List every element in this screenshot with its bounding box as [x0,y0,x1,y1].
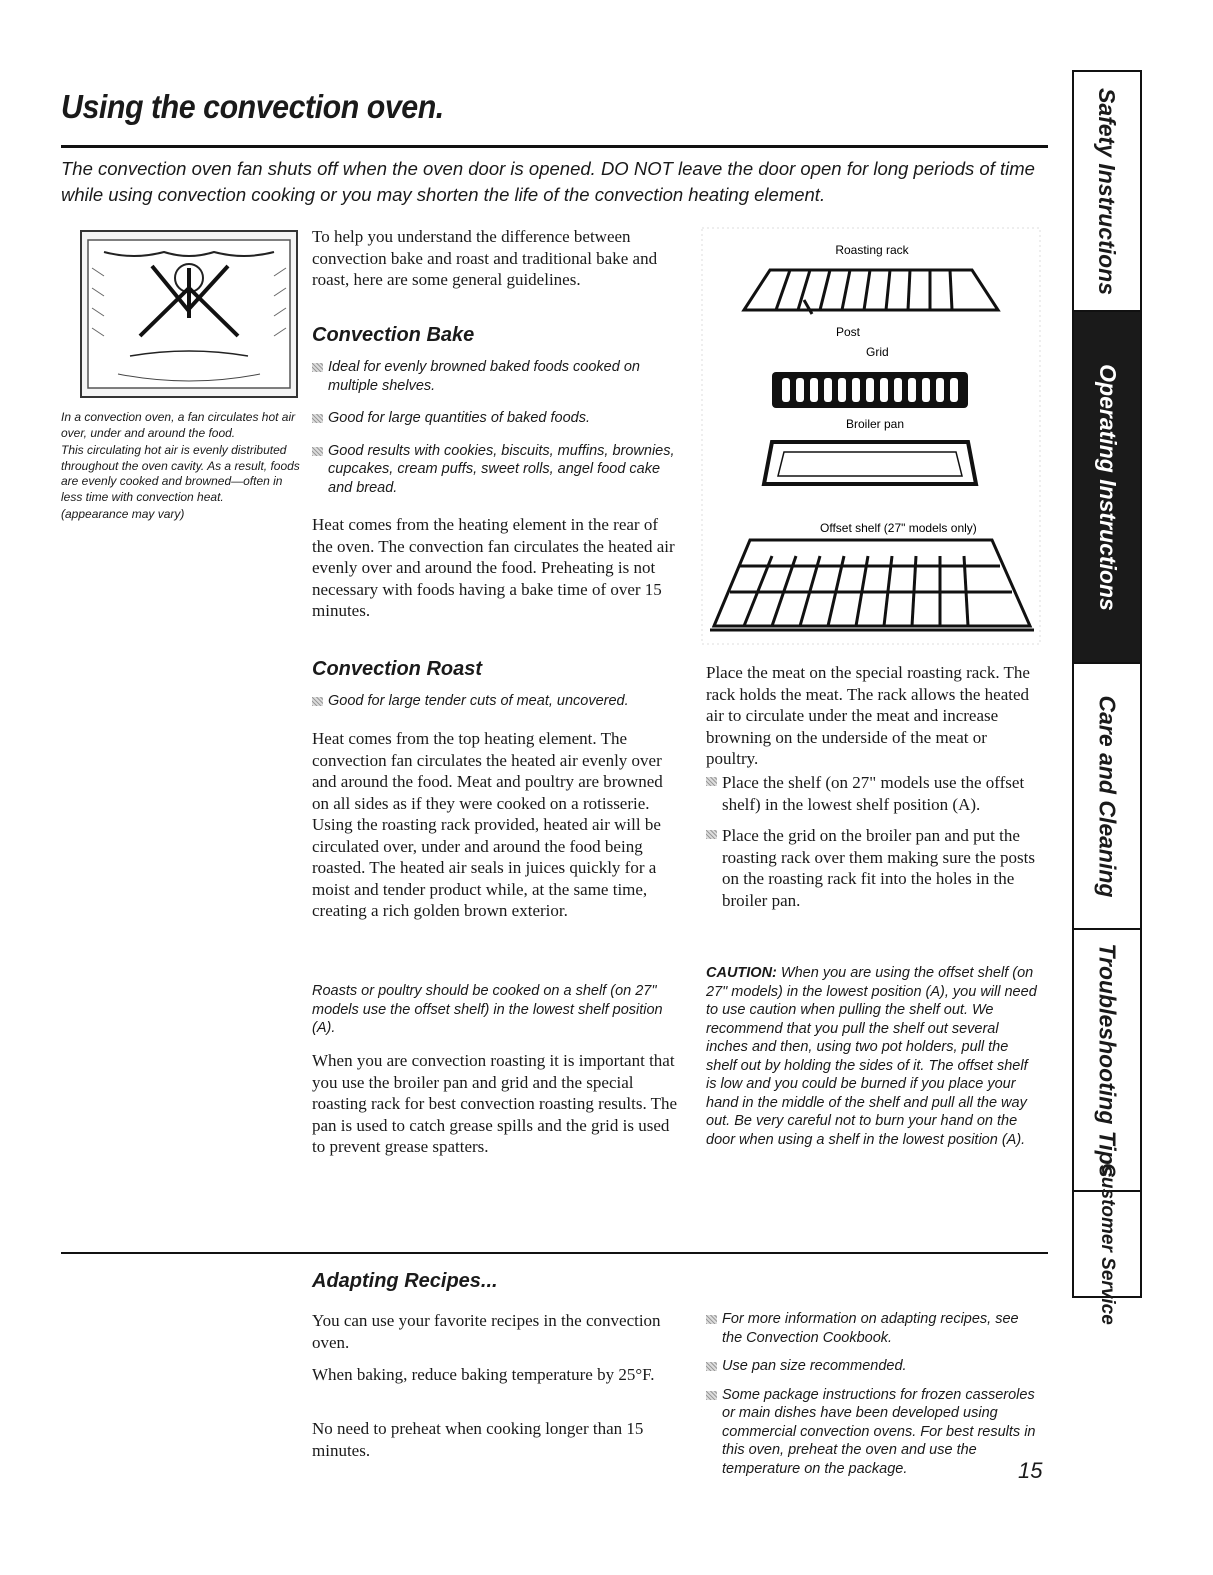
convection-bake-bullets [312,358,680,497]
convection-roast-heading: Convection Roast [312,658,483,680]
tab-label: Operating Instructions [1094,363,1121,611]
guidelines-intro: To help you understand the difference between convection bake and roast and traditional bake and roast, here are some general guidelines. [312,227,658,289]
tab-label: Troubleshooting Tips [1094,942,1121,1178]
section-divider [61,1252,1048,1254]
section-tabs [1072,70,1142,1325]
list-item: Good for large quantities of baked foods. [312,409,680,428]
post-label: Post [836,325,861,339]
intro-warning: The convection oven fan shuts off when the oven door is opened. DO NOT leave the door open for long periods of time while using convection cooking or you may shorten the life of the convection heating element. [61,158,1035,205]
tab-label: Customer Service [1097,1163,1119,1325]
grid-icon [772,372,968,408]
caption-line: (appearance may vary) [61,507,185,521]
convection-roast-body: Heat comes from the top heating element. The convection fan circulates the heated air evenly over and around the food. Meat and poultry are browned on all sides as if they were cooked on a rotisserie. Using the roasting rack provided, heated air will be circulated over, under and around the food being roasted. The heated air seals in juices quickly for a moist and tender product while, at the same time, creating a rich golden brown exterior. [312,729,663,920]
adapting-recipes-heading: Adapting Recipes... [312,1270,498,1292]
roasting-steps [706,772,1042,911]
caution-note [706,964,1042,1149]
broiler-pan-label: Broiler pan [846,417,905,431]
adapting-recipes-tips [706,1310,1042,1478]
caption-line: In a convection oven, a fan circulates hot air over, under and around the food. [61,410,296,440]
offset-shelf-label: Offset shelf (27" models only) [820,521,977,535]
convection-oven-illustration [78,228,300,400]
list-item: Place the grid on the broiler pan and put the roasting rack over them making sure the posts on the roasting rack fit into the holes in the broiler pan. [706,825,1042,911]
tab-label: Care and Cleaning [1094,695,1121,897]
tab-care-and-cleaning[interactable] [1074,664,1140,930]
list-item: Place the shelf (on 27" models use the offset shelf) in the lowest shelf position (A). [706,772,1042,815]
roasting-rack-diagram [700,226,1042,646]
list-item: Ideal for evenly browned baked foods cooked on multiple shelves. [312,358,680,395]
page-title: Using the convection oven. [61,88,444,125]
tab-troubleshooting-tips[interactable] [1074,930,1140,1192]
list-item: Good for large tender cuts of meat, uncovered. [312,692,680,711]
roasting-rack-label: Roasting rack [835,243,909,257]
tab-label: Safety Instructions [1094,87,1121,295]
page-number: 15 [1018,1458,1043,1483]
convection-roast-body-2: When you are convection roasting it is important that you use the broiler pan and grid and the special roasting rack for best convection roasting results. The pan is used to catch grease spills and the grid is used to prevent grease spatters. [312,1051,678,1156]
tab-safety-instructions[interactable] [1074,72,1140,312]
tab-customer-service[interactable] [1074,1163,1140,1325]
convection-bake-heading: Convection Bake [312,324,475,346]
list-item: Use pan size recommended. [706,1357,1042,1376]
caution-text: When you are using the offset shelf (on 27" models) in the lowest position (A), you will need to use caution when pulling the shelf out. We recommend that you pull the shelf out several inches and then, using two pot holders, pull the shelf out by holding the sides of it. The offset shelf is low and you could be burned if you place your hand in the middle of the shelf and pull all the way out. Be very careful not to burn your hand on the door when using a shelf in the lowest position (A). [706,965,1037,1148]
convection-roast-bullets [312,692,680,711]
grid-label: Grid [866,345,889,359]
title-rule [61,145,1048,148]
list-item: Good results with cookies, biscuits, muffins, brownies, cupcakes, cream puffs, sweet rolls, angel food cake and bread. [312,442,680,498]
roasting-rack-body: Place the meat on the special roasting rack. The rack holds the meat. The rack allows the heated air to circulate under the meat and increase browning on the underside of the meat or poultry. [706,663,1030,768]
caution-label: CAUTION: [706,965,777,981]
list-item: For more information on adapting recipes, see the Convection Cookbook. [706,1310,1042,1347]
roast-shelf-note: Roasts or poultry should be cooked on a shelf (on 27" models use the offset shelf) in the lowest shelf position (A). [312,983,663,1036]
adapting-recipes-p2: When baking, reduce baking temperature by 25°F. [312,1365,655,1384]
list-item: Some package instructions for frozen casseroles or main dishes have been developed using commercial convection ovens. For best results in this oven, preheat the oven and use the temperature on the package. [706,1386,1042,1479]
caption-line: This circulating hot air is evenly distributed throughout the oven cavity. As a result, foods are evenly cooked and browned—often in less time with convection heat. [61,443,300,504]
convection-bake-body: Heat comes from the heating element in the rear of the oven. The convection fan circulates the heated air evenly over and around the food. Preheating is not necessary with foods having a bake time of over 15 minutes. [312,515,675,620]
illustration-caption [61,410,306,525]
adapting-recipes-p3: No need to preheat when cooking longer than 15 minutes. [312,1419,644,1460]
tab-operating-instructions[interactable] [1074,312,1140,664]
adapting-recipes-p1: You can use your favorite recipes in the convection oven. [312,1311,661,1352]
